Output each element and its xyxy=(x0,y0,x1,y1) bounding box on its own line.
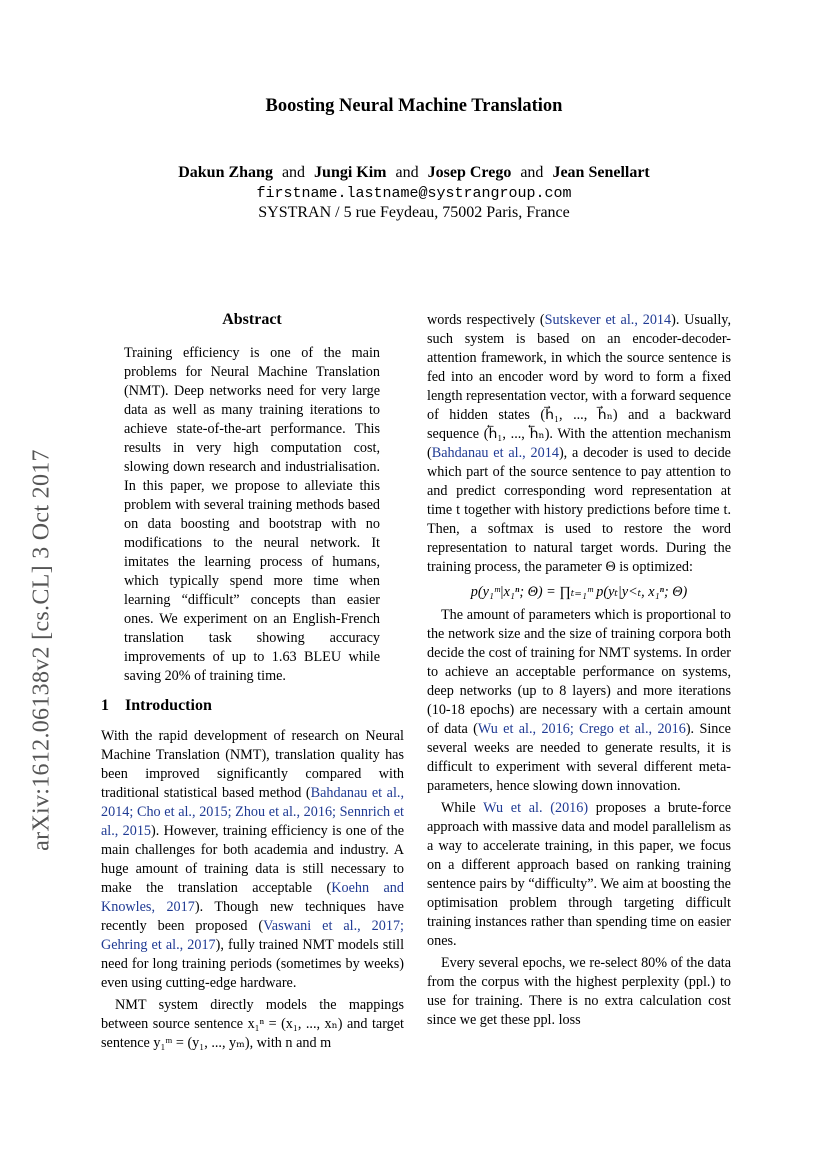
citation-link[interactable]: Wu et al., 2016; Crego et al., 2016 xyxy=(477,721,686,737)
author-name: Jungi Kim xyxy=(314,164,387,181)
intro-paragraph: NMT system directly models the mappings between source sentence x₁ⁿ = (x₁, ..., xₙ) and target sentence y₁ᵐ = (y₁, ..., yₘ), with n and m xyxy=(101,997,404,1051)
section-number: 1 xyxy=(101,697,109,714)
right-column-body xyxy=(427,311,731,1030)
citation-link[interactable]: Wu et al. (2016) xyxy=(483,800,589,816)
author-separator: and xyxy=(395,164,419,181)
body-paragraph: While Wu et al. (2016) proposes a brute-force approach with massive data and model parallelism as a way to accelerate training, in this paper, we focus on a different approach based on ranking training sentence pairs by “difficulty”. We aim at boosting the optimisation problem through targeting difficult training instances rather than spending time on easier ones. xyxy=(427,800,731,949)
author-affiliation: SYSTRAN / 5 rue Feydeau, 75002 Paris, France xyxy=(258,204,570,221)
author-list xyxy=(0,164,828,182)
author-name: Jean Senellart xyxy=(552,164,650,181)
author-email: firstname.lastname@systrangroup.com xyxy=(256,185,572,202)
citation-link[interactable]: Bahdanau et al., 2014 xyxy=(431,445,559,461)
citation-link[interactable]: Koehn and Knowles, 2017 xyxy=(101,880,404,915)
author-separator: and xyxy=(281,164,306,181)
abstract-text: Training efficiency is one of the main problems for Neural Machine Translation (NMT). Deep networks need for very large data as well as many training iterations to achieve state-of-the-art performance. This results in very high computation cost, slowing down research and industrialisation. In this paper, we propose to alleviate this problem with several training methods based on data boosting and bootstrap with no modifications to the neural network. It imitates the learning process of humans, which typically spend more time when learning “difficult” concepts than easier ones. We experiment on an English-French translation task showing accuracy improvements of up to 1.63 BLEU while saving 20% of training time. xyxy=(124,345,380,684)
arxiv-identifier-stamp xyxy=(22,400,62,900)
intro-paragraph: With the rapid development of research on Neural Machine Translation (NMT), translation quality has been improved significantly compared with traditional statistical based method (Bahdanau et al., 2014; Cho et al., 2015; Zhou et al., 2016; Sennrich et al., 2015). However, training efficiency is one of the main challenges for both academia and industry. A huge amount of training data is still necessary to make the translation acceptable (Koehn and Knowles, 2017). Though new techniques have recently been proposed (Vaswani et al., 2017; Gehring et al., 2017), fully trained NMT models still need for long training periods (sometimes by weeks) even using cutting-edge hardware. xyxy=(101,728,405,991)
body-paragraph: The amount of parameters which is proportional to the network size and the size of training corpora both decide the cost of training for NMT systems. In order to achieve an acceptable performance on systems, deep networks (up to 8 layers) and more iterations (10-18 epochs) are necessary with a certain amount of data (Wu et al., 2016; Crego et al., 2016). Since several weeks are needed to generate results, it is difficult to experiment with several different meta-parameters, hence slowing down innovation. xyxy=(427,607,731,794)
arxiv-id-text: arXiv:1612.06138v2 [cs.CL] 3 Oct 2017 xyxy=(28,449,55,851)
citation-link[interactable]: Vaswani et al., 2017; Gehring et al., 2017 xyxy=(101,918,404,953)
abstract-heading: Abstract xyxy=(222,311,282,328)
author-separator: and xyxy=(520,164,544,181)
section-heading xyxy=(101,697,212,715)
equation: p(y₁ᵐ|x₁ⁿ; Θ) = ∏ₜ₌₁ᵐ p(yₜ|y<ₜ, x₁ⁿ; Θ) xyxy=(470,584,688,600)
citation-link[interactable]: Sutskever et al., 2014 xyxy=(544,312,672,328)
author-name: Josep Crego xyxy=(427,164,512,181)
paper-title: Boosting Neural Machine Translation xyxy=(265,96,563,116)
body-paragraph: words respectively (Sutskever et al., 2014). Usually, such system is based on an encoder-decoder-attention framework, in which the source sentence is fed into an encoder word by word to form a fixed length representation vector, with a forward sequence of hidden states (h⃗₁, ..., h⃗ₙ) and a backward sequence (h⃖₁, ..., h⃖ₙ). With the attention mechanism (Bahdanau et al., 2014), a decoder is used to decide which part of the source sentence to pay attention to and predict corresponding word representation at time t together with history predictions before time t. Then, a softmax is used to restore the word representation to natural target words. During the training process, the parameter Θ is optimized: xyxy=(427,312,732,575)
body-paragraph: Every several epochs, we re-select 80% of the data from the corpus with the highest perplexity (ppl.) to use for training. There is no extra calculation cost since we get these ppl. loss xyxy=(427,955,731,1028)
left-column-body xyxy=(101,727,404,1053)
author-name: Dakun Zhang xyxy=(178,164,273,181)
citation-link[interactable]: Bahdanau et al., 2014; Cho et al., 2015; Zhou et al., 2016; Sennrich et al., 2015 xyxy=(101,785,404,839)
section-title: Introduction xyxy=(125,697,212,714)
